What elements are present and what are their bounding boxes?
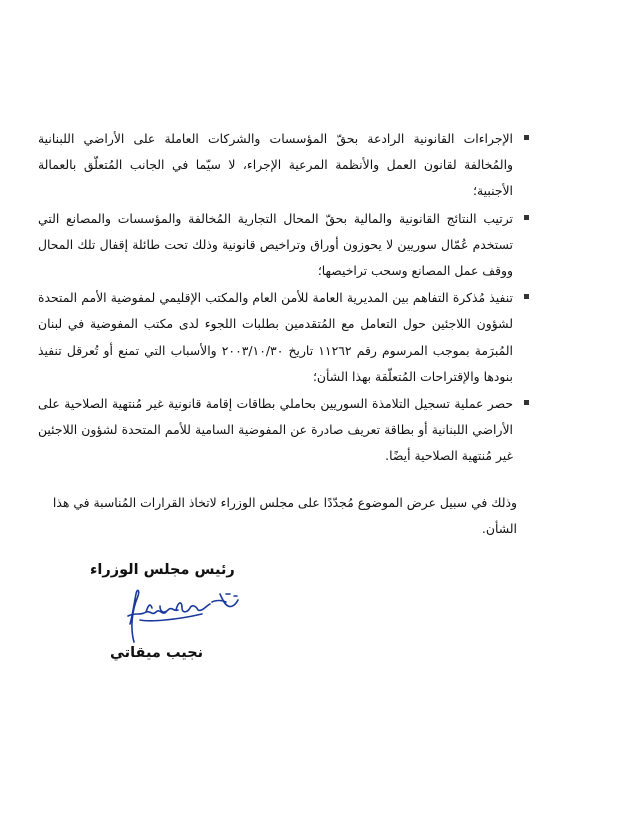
square-bullet-icon: [524, 135, 529, 140]
signatory-name: نجيب ميقاتي: [110, 645, 204, 661]
bullet-item: [38, 206, 513, 285]
signatory-title: رئيس مجلس الوزراء: [90, 562, 235, 578]
bullet-item: [38, 126, 513, 205]
bullet-list: [38, 126, 513, 471]
bullet-text: تنفيذ مُذكرة التفاهم بين المديرية العامة للأمن العام والمكتب الإقليمي لمفوضية الأمم المتحدة لشؤون اللاجئين حول التعامل مع المُتقدمين بطلبات اللجوء لدى مكتب المفوضية في لبنان المُبرَمة بموجب المرسوم رقم ١١٢٦٢ تاريخ ٢٠٠٣/١٠/٣٠ والأسباب التي تمنع أو تُعرقل تنفيذ بنودها والإقتراحات المُتعلّقة بهذا الشأن؛: [38, 290, 513, 384]
bullet-text: حصر عملية تسجيل التلامذة السوريين بحاملي بطاقات إقامة قانونية غير مُنتهية الصلاحية على الأراضي اللبنانية أو بطاقة تعريف صادرة عن المفوضية السامية للأمم المتحدة لشؤون اللاجئين غير مُنتهية الصلاحية أيضًا.: [38, 396, 513, 464]
square-bullet-icon: [524, 215, 529, 220]
square-bullet-icon: [524, 294, 529, 299]
bullet-item: [38, 285, 513, 390]
bullet-text: الإجراءات القانونية الرادعة بحقّ المؤسسات والشركات العاملة على الأراضي اللبنانية والمُخالفة لقانون العمل والأنظمة المرعية الإجراء، لا سيّما في الجانب المُتعلّق بالعمالة الأجنبية؛: [38, 131, 513, 199]
bullet-item: [38, 391, 513, 470]
square-bullet-icon: [524, 400, 529, 405]
bullet-text: ترتيب النتائج القانونية والمالية بحقّ المحال التجارية المُخالفة والمؤسسات والمصانع التي تستخدم عُمّال سوريين لا يحوزون أوراق وتراخيص قانونية وذلك تحت طائلة إقفال تلك المحال ووقف عمل المصانع وسحب تراخيصها؛: [38, 210, 513, 279]
signature-image: [116, 582, 244, 646]
closing-paragraph: وذلك في سبيل عرض الموضوع مُجدّدًا على مجلس الوزراء لاتخاذ القرارات المُناسبة في هذا الشأن.: [52, 495, 517, 537]
